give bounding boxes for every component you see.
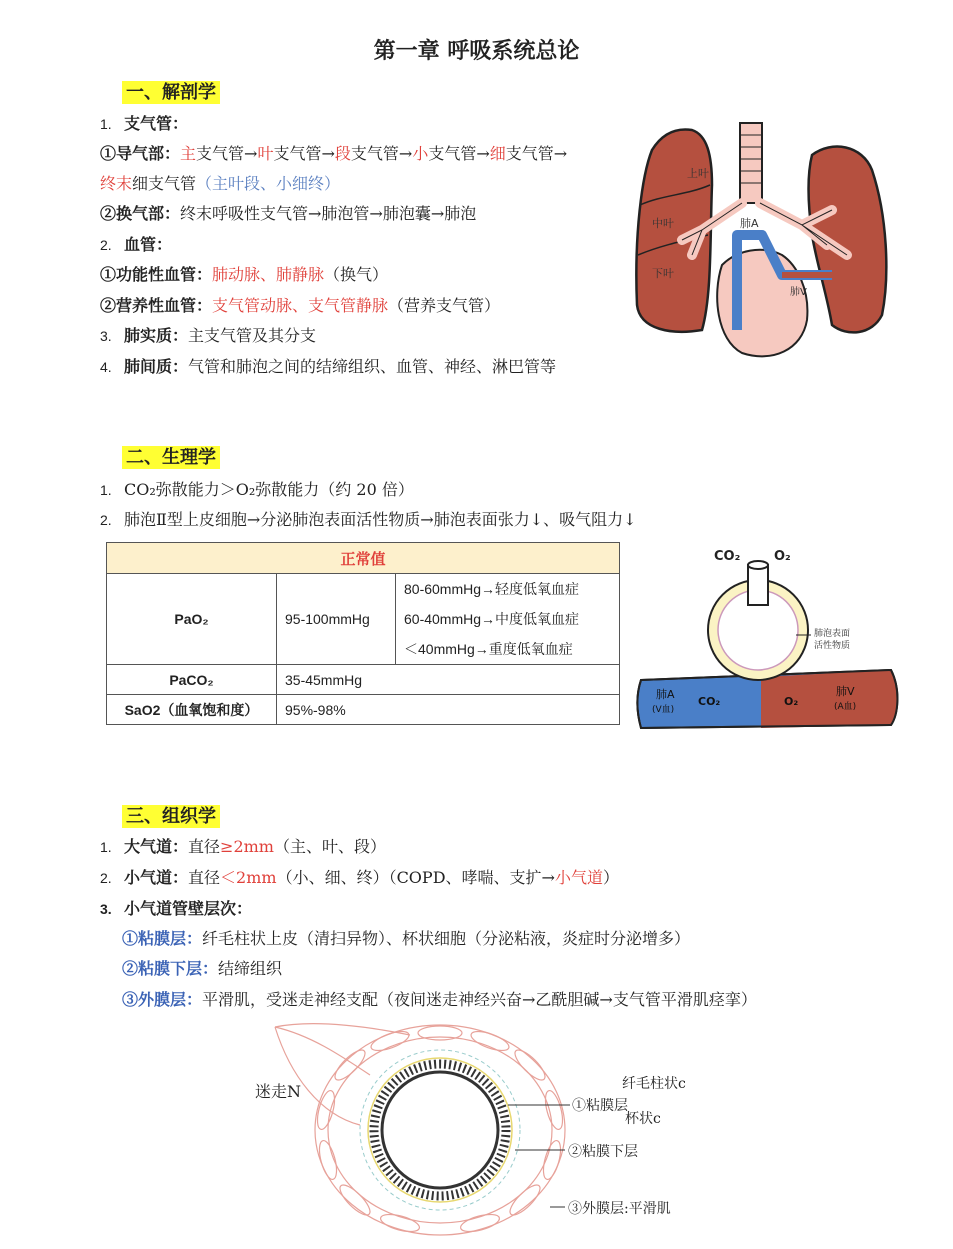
section-anatomy-heading <box>122 78 220 104</box>
table-row <box>107 574 620 665</box>
anatomy-item-2: 2. 血管： <box>100 235 173 254</box>
label-arterial-blood: (A血) <box>834 702 857 712</box>
lung-illustration <box>632 115 892 365</box>
chain-segment: 叶 <box>257 144 274 163</box>
row-range: 35-45mmHg <box>277 665 620 695</box>
histology-item-2: 2. 小气道：直径＜2mm（小、细、终）（COPD、哮喘、支扩→小气道） <box>100 868 619 887</box>
label-pulmonary-vein: 肺V <box>836 685 855 698</box>
label-middle-lobe: 中叶 <box>652 217 674 230</box>
adventitia-layer: ③外膜层：平滑肌，受迷走神经支配（夜间迷走神经兴奋→乙酰胆碱→支气管平滑肌痉挛） <box>122 990 757 1009</box>
functional-vessels: ①功能性血管：肺动脉、肺静脉（换气） <box>100 265 389 284</box>
nutritive-vessels: ②营养性血管：支气管动脉、支气管静脉（营养支气管） <box>100 296 501 315</box>
label-pulmonary-artery: 肺A <box>656 688 675 701</box>
label-co2: CO₂ <box>698 695 721 708</box>
row-label: SaO2（血氧饱和度） <box>107 695 277 725</box>
label-vagus-nerve: 迷走N <box>255 1082 302 1101</box>
label-lower-lobe: 下叶 <box>652 267 674 280</box>
chain-segment: 主 <box>180 144 197 163</box>
alveolus-illustration <box>636 540 901 735</box>
physiology-item-1: 1. CO₂弥散能力＞O₂弥散能力（约 20 倍） <box>100 480 414 499</box>
mucosa-layer: ①粘膜层：纤毛柱状上皮（清扫异物）、杯状细胞（分泌粘液，炎症时分泌增多） <box>122 929 691 948</box>
conducting-chain <box>180 144 567 163</box>
label-surfactant-1: 肺泡表面 <box>814 629 851 639</box>
anatomy-item-3: 3. 肺实质：主支气管及其分支 <box>100 326 317 345</box>
label-co2-out: CO₂ <box>714 549 741 564</box>
label-adventitia: ③外膜层:平滑肌 <box>568 1201 671 1217</box>
table-row <box>107 665 620 695</box>
section-histology-heading <box>122 802 220 828</box>
chain-segment: 支气管→ <box>350 144 413 163</box>
label-ciliated-cell: 纤毛柱状c <box>622 1076 686 1092</box>
page-title: 第一章 呼吸系统总论 <box>373 39 580 64</box>
histology-item-1: 1. 大气道：直径≥2mm（主、叶、段） <box>100 837 386 856</box>
table-header: 正常值 <box>107 543 620 574</box>
capillary-arterial <box>761 670 897 728</box>
normal-values-table <box>106 542 620 725</box>
label-surfactant-2: 活性物质 <box>814 641 851 651</box>
label-o2: O₂ <box>784 695 799 708</box>
label-upper-lobe: 上叶 <box>687 167 709 180</box>
airway-cross-section <box>250 1015 700 1245</box>
chain-segment: 支气管→ <box>196 144 258 163</box>
histology-item-3: 3. 小气道管壁层次： <box>100 899 253 918</box>
chain-segment: 支气管→ <box>505 144 568 163</box>
chain-segment: 小 <box>412 144 429 163</box>
chain-segment: 细 <box>489 144 506 163</box>
section-heading: 二、生理学 <box>122 446 220 469</box>
anatomy-item-1: 1. 支气管： <box>100 114 189 133</box>
anatomy-item-4: 4. 肺间质：气管和肺泡之间的结缔组织、血管、神经、淋巴管等 <box>100 357 557 376</box>
label-pulmonary-artery: 肺A <box>740 217 759 230</box>
label-o2-in: O₂ <box>774 549 791 564</box>
chain-segment: 段 <box>334 144 351 163</box>
respiratory-zone: ②换气部：终末呼吸性支气管→肺泡管→肺泡囊→肺泡 <box>100 204 477 223</box>
table-row <box>107 695 620 725</box>
row-label: PaO₂ <box>107 574 277 665</box>
section-heading: 三、组织学 <box>122 805 220 828</box>
hypoxemia-grades: 80-60mmHg→轻度低氧血症 60-40mmHg→中度低氧血症 ＜40mmHg→重度低氧血症 <box>396 574 620 665</box>
airway-lumen <box>382 1072 498 1188</box>
label-pulmonary-vein: 肺V <box>790 287 807 298</box>
submucosa-layer: ②粘膜下层：结缔组织 <box>122 959 283 978</box>
label-venous-blood: (V血) <box>652 705 675 715</box>
physiology-item-2: 2. 肺泡Ⅱ型上皮细胞→分泌肺泡表面活性物质→肺泡表面张力↓、吸气阻力↓ <box>100 510 637 529</box>
chain-segment: 支气管→ <box>273 144 335 163</box>
label-mucosa: ①粘膜层 <box>572 1098 628 1114</box>
alveolar-duct <box>748 565 768 605</box>
heart <box>717 250 807 357</box>
conducting-zone: ①导气部：主支气管→叶支气管→段支气管→小支气管→细支气管→ <box>100 144 568 163</box>
conducting-zone-cont: 终末细支气管（主叶段、小细终） <box>100 174 341 193</box>
label-goblet-cell: 杯状c <box>625 1111 661 1127</box>
label-submucosa: ②粘膜下层 <box>568 1144 638 1160</box>
chain-segment: 支气管→ <box>428 144 490 163</box>
row-range: 95-100mmHg <box>277 574 396 665</box>
section-heading: 一、解剖学 <box>122 81 220 104</box>
row-range: 95%-98% <box>277 695 620 725</box>
section-physiology-heading <box>122 443 220 469</box>
row-label: PaCO₂ <box>107 665 277 695</box>
